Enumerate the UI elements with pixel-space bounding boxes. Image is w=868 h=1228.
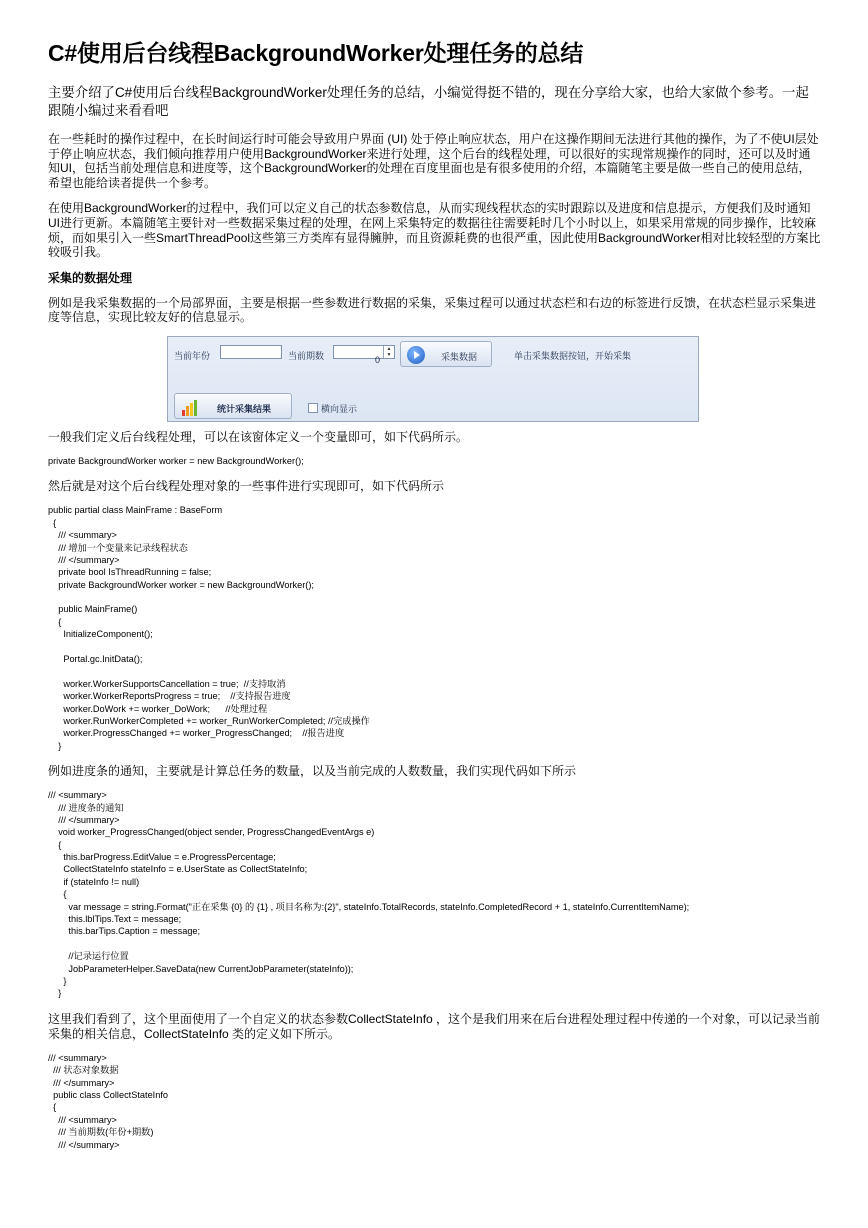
stats-button[interactable]: [174, 393, 292, 419]
code-line: worker.ProgressChanged += worker_ProgressChanged; //报告进度: [48, 728, 345, 739]
spinner-arrows-icon[interactable]: ▲ ▼: [383, 346, 394, 358]
code-line: worker.WorkerReportsProgress = true; //支持报告进度: [48, 691, 291, 702]
code-line: /// <summary>: [48, 1114, 117, 1125]
code-line: [48, 641, 822, 653]
code-line: public partial class MainFrame : BaseForm: [48, 505, 223, 516]
code-line: {: [48, 839, 62, 850]
code-line: /// </summary>: [48, 554, 120, 565]
code-line: this.barTips.Caption = message;: [48, 926, 201, 937]
code-line: }: [48, 988, 62, 999]
code-line: //记录运行位置: [48, 951, 129, 962]
code-line: private BackgroundWorker worker = new BackgroundWorker();: [48, 579, 314, 590]
code-line: worker.DoWork += worker_DoWork; //处理过程: [48, 703, 268, 714]
horizontal-checkbox[interactable]: [308, 403, 318, 413]
bar-chart-icon: [182, 400, 200, 416]
code-line: /// <summary>: [48, 790, 107, 801]
code-line: /// </summary>: [48, 1139, 120, 1150]
paragraph-intro: 在一些耗时的操作过程中，在长时间运行时可能会导致用户界面 (UI) 处于停止响应状态，用户在这操作期间无法进行其他的操作，为了不使UI层处于停止响应状态，我们倾向推荐用户使用BackgroundWorker来进行处理，这个后台的线程处理，可以很好的实现常规操作的同时，还可以及时通知UI，包括当前处理信息和进度等，这个BackgroundWorker的处理在百度里面也是有很多使用的介绍，本篇随笔主要是做一些自己的使用总结，希望也能给读者提供一个参考。: [48, 132, 819, 190]
code-line: {: [48, 1102, 57, 1113]
code-line: InitializeComponent();: [48, 629, 153, 640]
article-title: C#使用后台线程BackgroundWorker处理任务的总结: [48, 40, 584, 66]
period-label: 当前期数: [288, 350, 325, 361]
code-line: worker.RunWorkerCompleted += worker_RunWorkerCompleted; //完成操作: [48, 715, 370, 726]
period-value: 0: [374, 354, 380, 365]
code-line: [48, 938, 822, 950]
code-line: /// <summary>: [48, 530, 117, 541]
code-line: {: [48, 616, 62, 627]
code-line: {: [48, 517, 57, 528]
code-line: Portal.gc.InitData();: [48, 654, 143, 665]
code-line: this.barProgress.EditValue = e.ProgressPercentage;: [48, 852, 276, 863]
code-line: private BackgroundWorker worker = new BackgroundWorker();: [48, 455, 304, 466]
period-spinner[interactable]: [333, 345, 395, 365]
year-label: 当前年份: [174, 350, 211, 361]
code-line: /// </summary>: [48, 1077, 115, 1088]
article: [48, 38, 822, 1163]
code-line: void worker_ProgressChanged(object sender, ProgressChangedEventArgs e): [48, 827, 375, 838]
lead-stateinfo: 这里我们看到了，这个里面使用了一个自定义的状态参数CollectStateInfo ，这个是我们用来在后台进程处理过程中传递的一个对象，可以记录当前采集的相关信息，CollectStateInfo 类的定义如下所示。: [48, 1011, 821, 1041]
section-heading: 采集的数据处理: [48, 270, 133, 285]
code-line: /// 增加一个变量来记录线程状态: [48, 542, 188, 553]
code-line: [48, 665, 822, 677]
code-block-declare: [48, 455, 822, 467]
code-line: if (stateInfo != null): [48, 876, 140, 887]
code-line: [48, 591, 822, 603]
paragraph-ui-desc: 例如是我采集数据的一个局部界面，主要是根据一些参数进行数据的采集，采集过程可以通过状态栏和右边的标签进行反馈，在状态栏显示采集进度等信息，实现比较友好的信息显示。: [48, 295, 817, 325]
paragraph-background: 在使用BackgroundWorker的过程中，我们可以定义自己的状态参数信息，从而实现线程状态的实时跟踪以及进度和信息提示，方便我们及时通知UI进行更新。本篇随笔主要针对一些数据采集过程的处理，在网上采集特定的数据往往需要耗时几个小时以上，如果采用常规的同步操作，比较麻烦，而如果引入一些SmartThreadPool这些第三方类库有显得臃肿，而且资源耗费的也很严重，因此使用BackgroundWorker相对比较轻型的方案比较吸引我。: [48, 201, 821, 260]
code-block-mainframe: [48, 504, 822, 752]
code-line: /// 进度条的通知: [48, 802, 124, 813]
lead-define-worker: 一般我们定义后台线程处理，可以在该窗体定义一个变量即可，如下代码所示。: [48, 429, 469, 444]
code-block-progress: [48, 789, 822, 1000]
hint-text: 单击采集数据按钮，开始采集: [514, 350, 632, 361]
code-line: /// </summary>: [48, 814, 120, 825]
code-line: }: [48, 740, 62, 751]
collect-data-button[interactable]: [400, 341, 492, 367]
stats-button-label: 统计采集结果: [217, 403, 272, 414]
code-line: /// 状态对象数据: [48, 1065, 119, 1076]
lead-events: 然后就是对这个后台线程处理对象的一些事件进行实现即可，如下代码所示: [48, 479, 445, 494]
code-line: this.lblTips.Text = message;: [48, 914, 182, 925]
code-line: {: [48, 889, 67, 900]
article-summary: 主要介绍了C#使用后台线程BackgroundWorker处理任务的总结，小编觉得挺不错的，现在分享给大家，也给大家做个参考。一起跟随小编过来看看吧: [48, 85, 809, 118]
code-line: JobParameterHelper.SaveData(new CurrentJobParameter(stateInfo));: [48, 963, 354, 974]
code-line: }: [48, 976, 67, 986]
code-line: var message = string.Format("正在采集 {0} 的 {1} , 项目名称为:{2}", stateInfo.TotalRecords, stateInfo.CompletedRecord + 1, stateInfo.CurrentItemName);: [48, 901, 690, 912]
code-block-stateinfo: [48, 1052, 822, 1151]
code-line: CollectStateInfo stateInfo = e.UserState as CollectStateInfo;: [48, 864, 308, 875]
code-line: /// 当前期数(年份+期数): [48, 1127, 154, 1138]
code-line: /// <summary>: [48, 1052, 107, 1063]
collector-ui-screenshot: [167, 336, 699, 422]
horizontal-checkbox-label: 横向显示: [321, 403, 358, 414]
code-line: public class CollectStateInfo: [48, 1089, 169, 1100]
play-icon: [407, 346, 425, 364]
year-input[interactable]: [220, 345, 282, 359]
collect-data-label: 采集数据: [441, 351, 478, 362]
code-line: private bool IsThreadRunning = false;: [48, 567, 212, 578]
code-line: public MainFrame(): [48, 604, 138, 615]
lead-progress: 例如进度条的通知，主要就是计算总任务的数量，以及当前完成的人数数量，我们实现代码如下所示: [48, 764, 577, 779]
code-line: worker.WorkerSupportsCancellation = true; //支持取消: [48, 678, 286, 689]
